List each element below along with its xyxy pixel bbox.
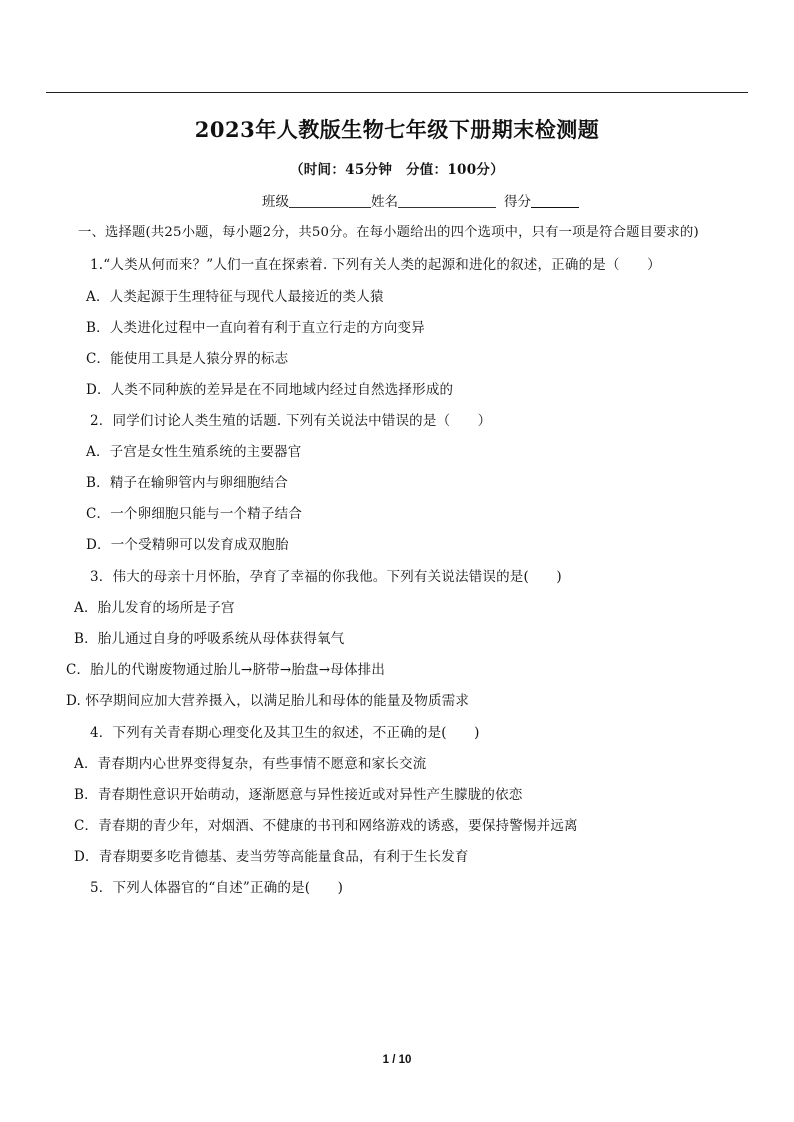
exam-time-and-score: （时间：45分钟 分值：100分） — [289, 162, 505, 178]
question-option: B．胎儿通过自身的呼吸系统从母体获得氧气 — [74, 631, 345, 647]
page-number: 1 / 10 — [382, 1054, 412, 1066]
question-option: B．青春期性意识开始萌动，逐渐愿意与异性接近或对异性产生朦胧的依恋 — [74, 787, 523, 803]
question-option: C．一个卵细胞只能与一个精子结合 — [86, 506, 303, 522]
question-option: B．人类进化过程中一直向着有利于直立行走的方向变异 — [86, 320, 425, 336]
question-option: B．精子在输卵管内与卵细胞结合 — [86, 475, 288, 491]
question-stem: 1.“人类从何而来？”人们一直在探索着. 下列有关人类的起源和进化的叙述，正确的是（ ） — [90, 257, 661, 273]
question-option: A．子宫是女性生殖系统的主要器官 — [86, 444, 302, 460]
question-option: C．青春期的青少年，对烟酒、不健康的书刊和网络游戏的诱惑，要保持警惕并远离 — [74, 818, 578, 834]
question-option: D．人类不同种族的差异是在不同地域内经过自然选择形成的 — [86, 382, 454, 398]
question-option: A．人类起源于生理特征与现代人最接近的类人猿 — [86, 289, 384, 305]
question-option: D．一个受精卵可以发育成双胞胎 — [86, 537, 289, 553]
page-title: 2023年人教版生物七年级下册期末检测题 — [194, 117, 600, 142]
question-stem: 5．下列人体器官的“自述”正确的是( ) — [90, 880, 344, 896]
question-option: D．青春期要多吃肯德基、麦当劳等高能量食品，有利于生长发育 — [74, 849, 469, 865]
class-label: 班级 — [262, 194, 289, 210]
question-option: C．能使用工具是人猿分界的标志 — [86, 351, 289, 367]
question-option: A．胎儿发育的场所是子宫 — [74, 600, 235, 616]
section-heading: 一、选择题(共25小题，每小题2分，共50分。在每小题给出的四个选项中，只有一项是符合题目要求的) — [78, 225, 699, 240]
score-label: 得分 — [504, 194, 531, 210]
name-label: 姓名 — [371, 194, 398, 210]
name-blank — [398, 193, 496, 208]
question-stem: 3．伟大的母亲十月怀胎，孕育了幸福的你我他。下列有关说法错误的是( ) — [90, 569, 562, 585]
score-blank — [531, 193, 579, 208]
student-info-line — [262, 190, 579, 210]
class-blank — [289, 193, 371, 208]
question-option: C．胎儿的代谢废物通过胎儿→脐带→胎盘→母体排出 — [66, 662, 386, 678]
header-rule — [46, 92, 748, 93]
question-option: A．青春期内心世界变得复杂，有些事情不愿意和家长交流 — [74, 756, 427, 772]
question-stem: 4．下列有关青春期心理变化及其卫生的叙述，不正确的是( ) — [90, 725, 480, 741]
question-stem: 2．同学们讨论人类生殖的话题. 下列有关说法中错误的是（ ） — [90, 413, 492, 429]
question-option: D. 怀孕期间应加大营养摄入，以满足胎儿和母体的能量及物质需求 — [66, 693, 470, 709]
